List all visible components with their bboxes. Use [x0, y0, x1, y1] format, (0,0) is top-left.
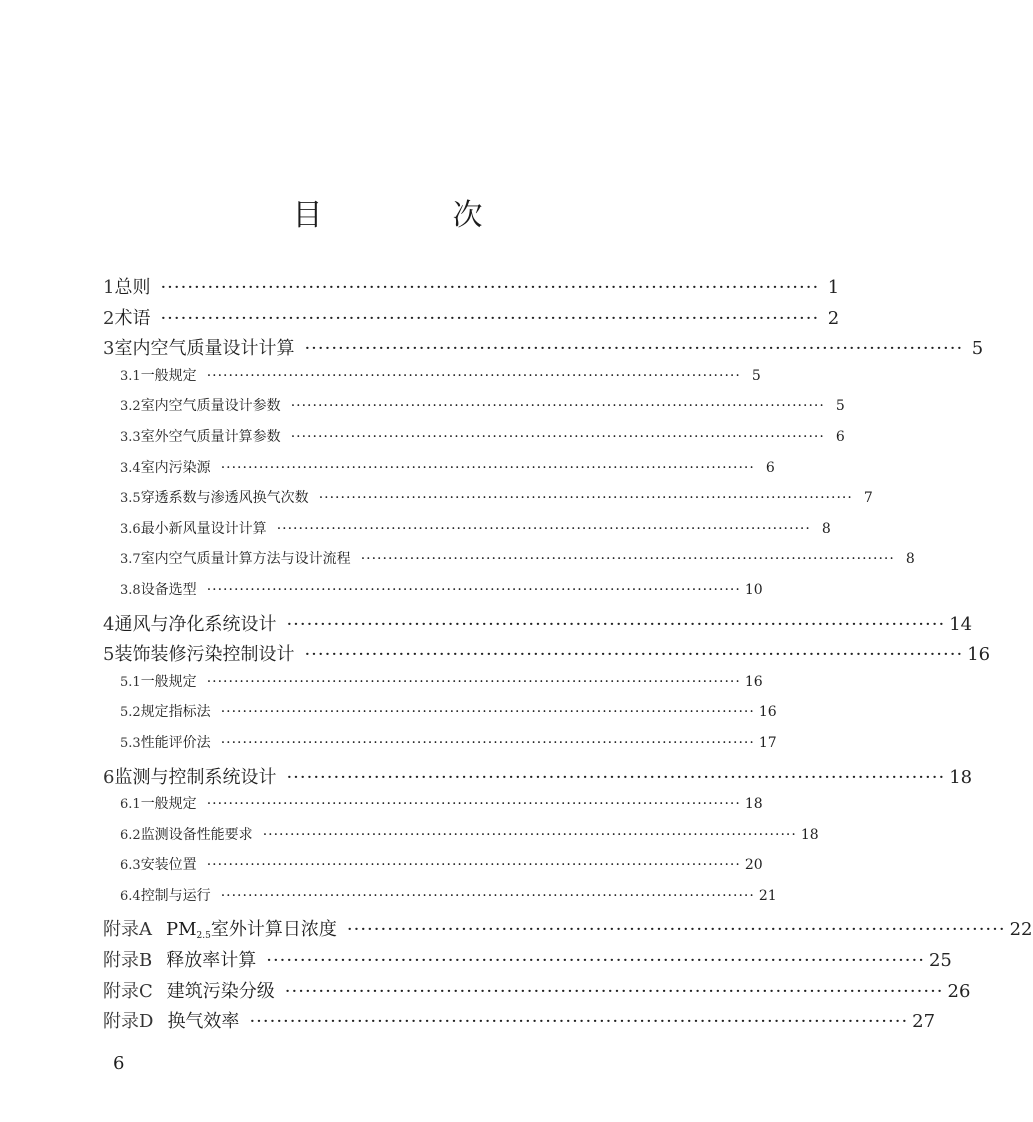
toc-page: 10 [744, 581, 763, 598]
toc-leader: ·································································································· [206, 857, 741, 874]
toc-title: 室外空气质量计算参数 [140, 428, 281, 445]
toc-entry-3-4[interactable] [103, 457, 775, 488]
toc-number: 6.3 [120, 858, 141, 874]
footer-page-number: 6 [113, 1053, 125, 1074]
toc-number: 6.4 [120, 888, 141, 904]
toc-number: 3.4 [120, 460, 141, 476]
toc-page: 2 [827, 307, 840, 329]
toc-title-pm: PM [166, 919, 197, 941]
toc-number: 附录B [103, 950, 153, 972]
toc-entry-6-1[interactable] [103, 793, 763, 824]
toc-title: 术语 [114, 307, 151, 329]
toc-page: 6 [835, 428, 845, 445]
toc-number: 5.3 [120, 735, 141, 751]
toc-leader: ·································································································· [206, 367, 741, 384]
toc-leader: ·································································································· [220, 734, 755, 751]
toc-leader: ·································································································· [160, 307, 820, 329]
toc-number: 3.5 [120, 491, 141, 507]
toc-entry-appendix-d[interactable] [103, 1007, 936, 1038]
toc-entry-3-1[interactable] [103, 365, 761, 396]
toc-title: 室内空气质量设计计算 [114, 338, 295, 360]
toc-page: 5 [751, 367, 761, 384]
toc-title: 室内污染源 [140, 459, 211, 476]
toc-title: 室内空气质量计算方法与设计流程 [140, 551, 351, 568]
toc-number: 6.2 [120, 827, 141, 843]
toc-leader: ·································································································· [206, 796, 741, 813]
toc-number: 5.2 [120, 705, 141, 721]
toc-page: 16 [758, 704, 777, 721]
toc-leader: ·································································································· [266, 950, 925, 972]
toc-title: 设备选型 [140, 581, 197, 598]
toc-title: 规定指标法 [140, 704, 211, 721]
toc-title: 室内空气质量设计参数 [140, 398, 281, 415]
toc-title: 换气效率 [167, 1011, 240, 1033]
toc-number: 1 [103, 277, 115, 298]
toc-leader: ·································································································· [276, 520, 811, 537]
toc-leader: ·································································································· [304, 644, 964, 666]
toc-number: 4 [103, 613, 115, 635]
toc-entry-5-1[interactable] [103, 671, 763, 702]
toc-entry-2[interactable] [103, 304, 840, 335]
table-of-contents [103, 273, 1033, 1038]
toc-leader: ·································································································· [262, 826, 797, 843]
toc-number: 3.2 [120, 399, 141, 415]
toc-number: 附录A [103, 919, 152, 941]
toc-entry-3-2[interactable] [103, 395, 845, 426]
toc-page: 5 [835, 398, 845, 415]
toc-page: 17 [758, 734, 777, 751]
toc-page: 16 [967, 644, 991, 666]
toc-leader: ·································································································· [220, 887, 755, 904]
toc-leader: ·································································································· [220, 459, 755, 476]
toc-page: 8 [905, 551, 915, 568]
toc-entry-appendix-a[interactable] [103, 915, 1033, 946]
toc-leader: ·································································································· [290, 428, 825, 445]
toc-entry-6-2[interactable] [103, 824, 819, 855]
toc-entry-3-8[interactable] [103, 579, 763, 610]
toc-entry-5[interactable] [103, 640, 991, 671]
toc-number: 6 [103, 766, 115, 788]
toc-title-rest: 室外计算日浓度 [210, 919, 337, 941]
toc-page: 14 [949, 613, 973, 635]
toc-entry-5-3[interactable] [103, 732, 777, 763]
toc-entry-4[interactable] [103, 610, 973, 641]
toc-title: 通风与净化系统设计 [114, 613, 277, 635]
toc-number: 6.1 [120, 797, 141, 813]
toc-number: 3.7 [120, 552, 141, 568]
toc-title: 装饰装修污染控制设计 [114, 644, 295, 666]
toc-entry-3-5[interactable] [103, 487, 873, 518]
toc-title: 一般规定 [140, 367, 197, 384]
toc-title: 性能评价法 [140, 734, 211, 751]
toc-entry-3-6[interactable] [103, 518, 831, 549]
toc-title: 穿透系数与渗透风换气次数 [140, 490, 309, 507]
toc-entry-3-7[interactable] [103, 548, 915, 579]
toc-leader: ·································································································· [304, 338, 964, 360]
toc-title: 监测设备性能要求 [140, 826, 253, 843]
toc-leader: ·································································································· [286, 766, 946, 788]
toc-page: 7 [863, 490, 873, 507]
page-title: 目 次 [292, 198, 533, 233]
toc-title-subscript: 2.5 [196, 931, 211, 942]
toc-title: 监测与控制系统设计 [114, 766, 277, 788]
toc-leader: ·································································································· [290, 398, 825, 415]
toc-number: 3.3 [120, 429, 141, 445]
toc-leader: ·································································································· [206, 581, 741, 598]
toc-page: 1 [827, 277, 840, 298]
toc-number: 3 [103, 338, 115, 360]
toc-page: 5 [971, 338, 984, 360]
toc-entry-5-2[interactable] [103, 701, 777, 732]
toc-title: 一般规定 [140, 796, 197, 813]
toc-page: 16 [744, 673, 763, 690]
toc-number: 3.6 [120, 521, 141, 537]
toc-leader: ·································································································· [286, 613, 946, 635]
toc-number: 3.1 [120, 368, 141, 384]
toc-number: 2 [103, 307, 115, 329]
toc-leader: ·································································································· [206, 673, 741, 690]
toc-number: 附录C [103, 980, 153, 1002]
toc-entry-3[interactable] [103, 334, 984, 365]
toc-entry-1[interactable] [103, 273, 840, 304]
toc-page: 6 [765, 459, 775, 476]
toc-page: 25 [928, 950, 952, 972]
toc-page: 20 [744, 857, 763, 874]
toc-number: 5 [103, 644, 115, 666]
toc-page: 26 [947, 980, 971, 1002]
toc-title: 建筑污染分级 [166, 980, 275, 1002]
toc-number: 5.1 [120, 674, 141, 690]
toc-title [166, 915, 343, 941]
toc-title: 安装位置 [140, 857, 197, 874]
toc-entry-6-3[interactable] [103, 854, 763, 885]
toc-leader: ·································································································· [160, 277, 820, 298]
toc-title: 控制与运行 [140, 887, 211, 904]
toc-title: 最小新风量设计计算 [140, 520, 267, 537]
toc-page: 27 [912, 1011, 936, 1033]
toc-page: 18 [949, 766, 973, 788]
toc-entry-appendix-b[interactable] [103, 946, 952, 977]
toc-entry-3-3[interactable] [103, 426, 845, 457]
toc-entry-appendix-c[interactable] [103, 977, 971, 1008]
toc-title: 一般规定 [140, 673, 197, 690]
toc-leader: ·································································································· [284, 980, 944, 1002]
toc-page: 8 [821, 520, 831, 537]
toc-page: 18 [744, 796, 763, 813]
toc-entry-6-4[interactable] [103, 885, 777, 916]
toc-title: 释放率计算 [166, 950, 257, 972]
toc-leader: ·································································································· [220, 704, 755, 721]
toc-page: 21 [758, 887, 777, 904]
toc-title: 总则 [114, 277, 151, 298]
toc-page: 18 [800, 826, 819, 843]
toc-number: 3.8 [120, 582, 141, 598]
toc-leader: ·································································································· [249, 1011, 909, 1033]
toc-page: 22 [1009, 919, 1033, 941]
toc-leader: ·································································································· [346, 919, 1006, 941]
toc-leader: ·································································································· [318, 490, 853, 507]
toc-leader: ·································································································· [360, 551, 895, 568]
toc-number: 附录D [103, 1011, 154, 1033]
toc-entry-6[interactable] [103, 763, 973, 794]
